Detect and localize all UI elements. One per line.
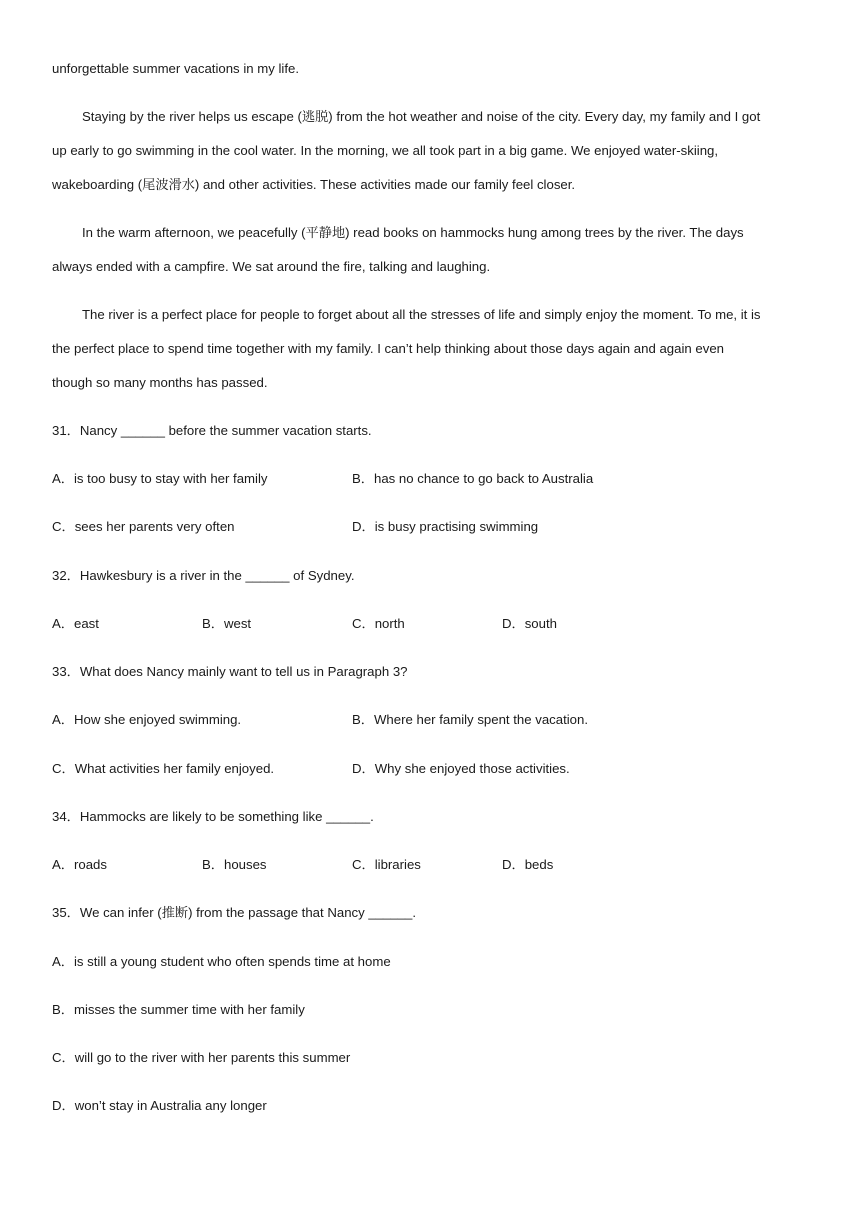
- question-33-option-a: A．How she enjoyed swimming.: [52, 712, 242, 727]
- question-34-stem: 34．Hammocks are likely to be something like ______.: [52, 809, 374, 824]
- question-31-option-c: C．sees her parents very often: [52, 519, 235, 534]
- question-32-stem: 32．Hawkesbury is a river in the ______ of Sydney.: [52, 568, 355, 583]
- paragraph-2-line-2: up early to go swimming in the cool water. In the morning, we all took part in a big game. We enjoyed water-skiing,: [52, 143, 719, 158]
- paragraph-3-line-1: In the warm afternoon, we peacefully (平静地) read books on hammocks hung among trees by the river. The days: [82, 225, 744, 240]
- question-35-stem: 35．We can infer (推断) from the passage that Nancy ______.: [52, 905, 417, 920]
- question-31-option-b: B．has no chance to go back to Australia: [352, 471, 594, 486]
- paragraph-2-line-1: Staying by the river helps us escape (逃脱) from the hot weather and noise of the city. Every day, my family and I got: [82, 109, 761, 124]
- question-32-option-b: B．west: [202, 616, 252, 631]
- paragraph-4-line-1: The river is a perfect place for people to forget about all the stresses of life and simply enjoy the moment. To me, it is: [82, 307, 761, 322]
- question-31-option-d: D．is busy practising swimming: [352, 519, 539, 534]
- question-35-option-b: B．misses the summer time with her family: [52, 1002, 305, 1017]
- question-34-options-row: [52, 856, 812, 874]
- question-33-option-c: C．What activities her family enjoyed.: [52, 761, 275, 776]
- question-31-stem: 31．Nancy ______ before the summer vacation starts.: [52, 423, 372, 438]
- question-32-option-d: D．south: [502, 616, 557, 631]
- question-33-options-row-1: [52, 711, 812, 729]
- question-32-option-a: A．east: [52, 616, 99, 631]
- question-33-option-d: D．Why she enjoyed those activities.: [352, 761, 570, 776]
- question-33-option-b: B．Where her family spent the vacation.: [352, 712, 589, 727]
- question-34-option-d: D．beds: [502, 857, 554, 872]
- paragraph-4-line-2: the perfect place to spend time together with my family. I can’t help thinking about those days again and again even: [52, 341, 724, 356]
- question-35-option-a: A．is still a young student who often spends time at home: [52, 954, 391, 969]
- question-34-option-b: B．houses: [202, 857, 267, 872]
- paragraph-2-line-3: wakeboarding (尾波滑水) and other activities. These activities made our family feel closer.: [52, 177, 576, 192]
- passage-line: unforgettable summer vacations in my life.: [52, 61, 300, 76]
- question-34-option-c: C．libraries: [352, 857, 421, 872]
- question-31-options-row-1: [52, 470, 812, 488]
- question-35-option-d: D．won’t stay in Australia any longer: [52, 1098, 267, 1113]
- question-31-option-a: A．is too busy to stay with her family: [52, 471, 268, 486]
- question-34-option-a: A．roads: [52, 857, 107, 872]
- question-32-options-row: [52, 615, 812, 633]
- question-32-option-c: C．north: [352, 616, 405, 631]
- paragraph-4-line-3: though so many months has passed.: [52, 375, 268, 390]
- question-35-option-c: C．will go to the river with her parents this summer: [52, 1050, 351, 1065]
- paragraph-3-line-2: always ended with a campfire. We sat around the fire, talking and laughing.: [52, 259, 491, 274]
- question-31-options-row-2: [52, 518, 812, 536]
- question-33-stem: 33．What does Nancy mainly want to tell us in Paragraph 3?: [52, 664, 408, 679]
- question-33-options-row-2: [52, 760, 812, 778]
